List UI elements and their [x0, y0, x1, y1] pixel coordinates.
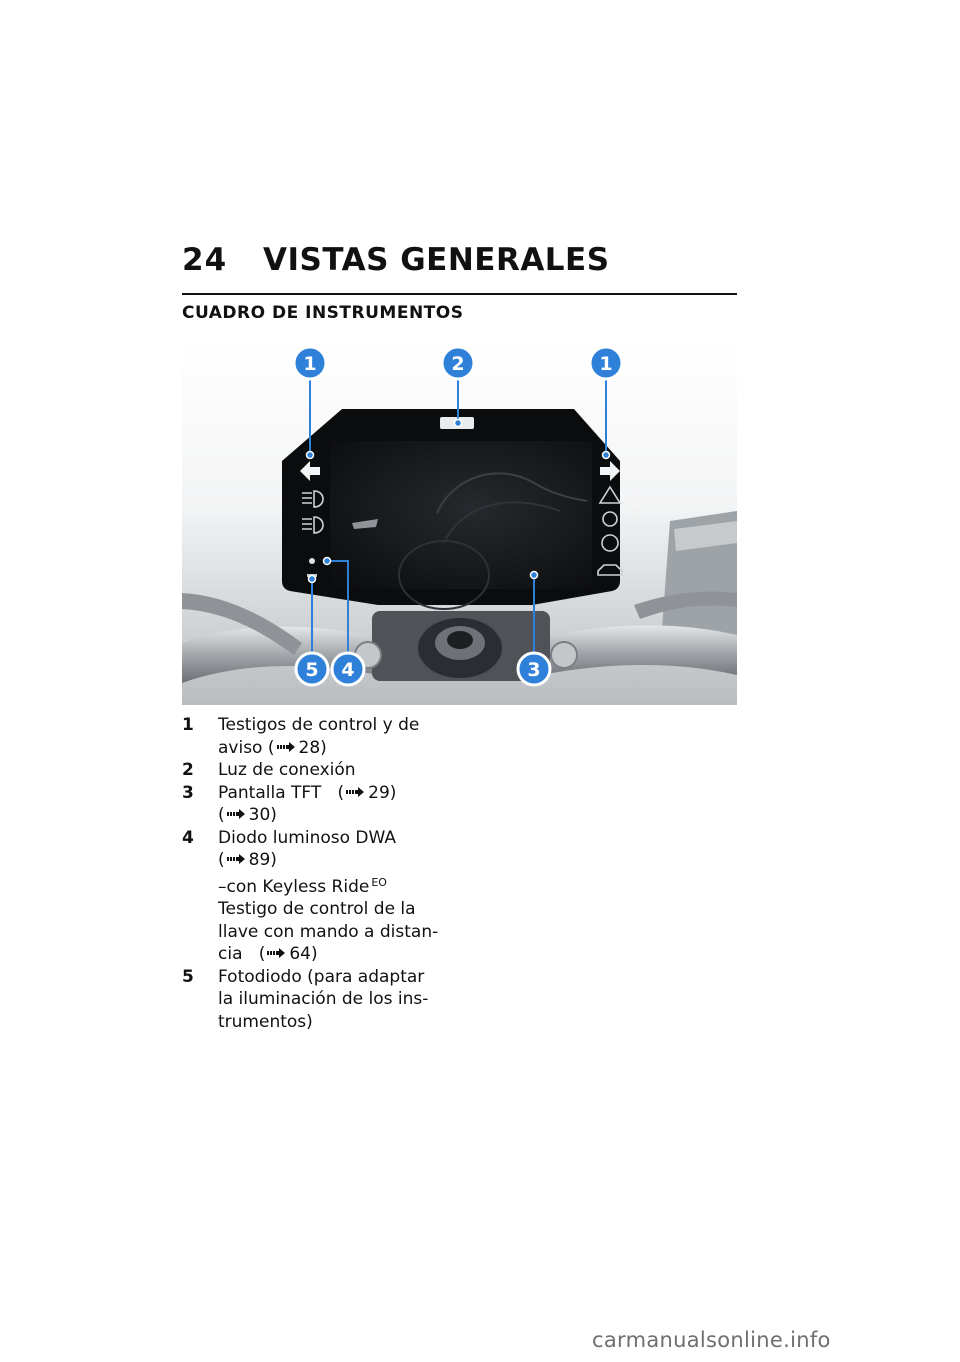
equipment-superscript: EO — [371, 875, 387, 889]
legend-number: 3 — [182, 782, 194, 803]
callout-3 — [518, 653, 550, 685]
legend-text: Testigo de control de la — [218, 899, 416, 919]
legend-list — [182, 714, 452, 1033]
legend-text: trumentos) — [218, 1011, 313, 1032]
callout-1-left — [294, 347, 326, 379]
svg-text:4: 4 — [341, 659, 355, 681]
svg-text:5: 5 — [305, 659, 319, 681]
header-divider — [182, 293, 737, 295]
callout-5 — [296, 653, 328, 685]
legend-item-3 — [182, 782, 452, 827]
instrument-cluster-figure — [182, 343, 737, 705]
legend-text: Diodo luminoso DWA — [218, 827, 397, 848]
chapter-title: VISTAS GENERALES — [263, 242, 610, 278]
page-reference[interactable]: 64) — [289, 944, 318, 964]
legend-text: –con Keyless Ride — [218, 876, 370, 897]
legend-number: 1 — [182, 715, 194, 735]
page-reference[interactable]: 28) — [298, 737, 327, 758]
watermark-text: carmanualsonline.info — [592, 1328, 831, 1352]
legend-text: Pantalla TFT ( — [218, 782, 345, 803]
page-reference-arrow-icon — [346, 787, 364, 797]
legend-text: aviso ( — [218, 737, 275, 758]
page-header — [182, 242, 737, 282]
legend-text: la iluminación de los ins- — [218, 989, 429, 1009]
page-reference-arrow-icon — [277, 742, 295, 752]
page-reference-arrow-icon — [227, 854, 245, 864]
callout-1-right — [590, 347, 622, 379]
callout-2 — [442, 347, 474, 379]
legend-number: 4 — [182, 827, 194, 848]
legend-text: Testigos de control y de — [218, 715, 420, 735]
legend-text: llave con mando a distan- — [218, 921, 439, 942]
svg-text:2: 2 — [451, 353, 465, 375]
legend-number: 5 — [182, 966, 194, 987]
legend-item-1 — [182, 714, 452, 759]
svg-text:1: 1 — [303, 353, 317, 375]
svg-text:1: 1 — [599, 353, 613, 375]
instrument-cluster-illustration — [182, 343, 737, 705]
legend-item-4 — [182, 827, 452, 966]
page-reference[interactable]: 30) — [248, 805, 277, 825]
page-reference[interactable]: 29) — [368, 782, 397, 803]
page-reference-arrow-icon — [227, 809, 245, 819]
section-title: CUADRO DE INSTRUMENTOS — [182, 303, 464, 323]
legend-text: Luz de conexión — [218, 760, 356, 780]
legend-item-5 — [182, 966, 452, 1034]
legend-number: 2 — [182, 760, 194, 780]
legend-text: ( — [218, 805, 225, 825]
page-number: 24 — [182, 242, 228, 278]
legend-text: Fotodiodo (para adaptar — [218, 966, 425, 987]
legend-text: cia ( — [218, 944, 266, 964]
page-reference-arrow-icon — [267, 948, 285, 958]
callout-4 — [332, 653, 364, 685]
page-reference[interactable]: 89) — [248, 850, 277, 870]
svg-text:3: 3 — [527, 659, 541, 681]
legend-item-2 — [182, 759, 452, 782]
legend-text: ( — [218, 850, 225, 870]
